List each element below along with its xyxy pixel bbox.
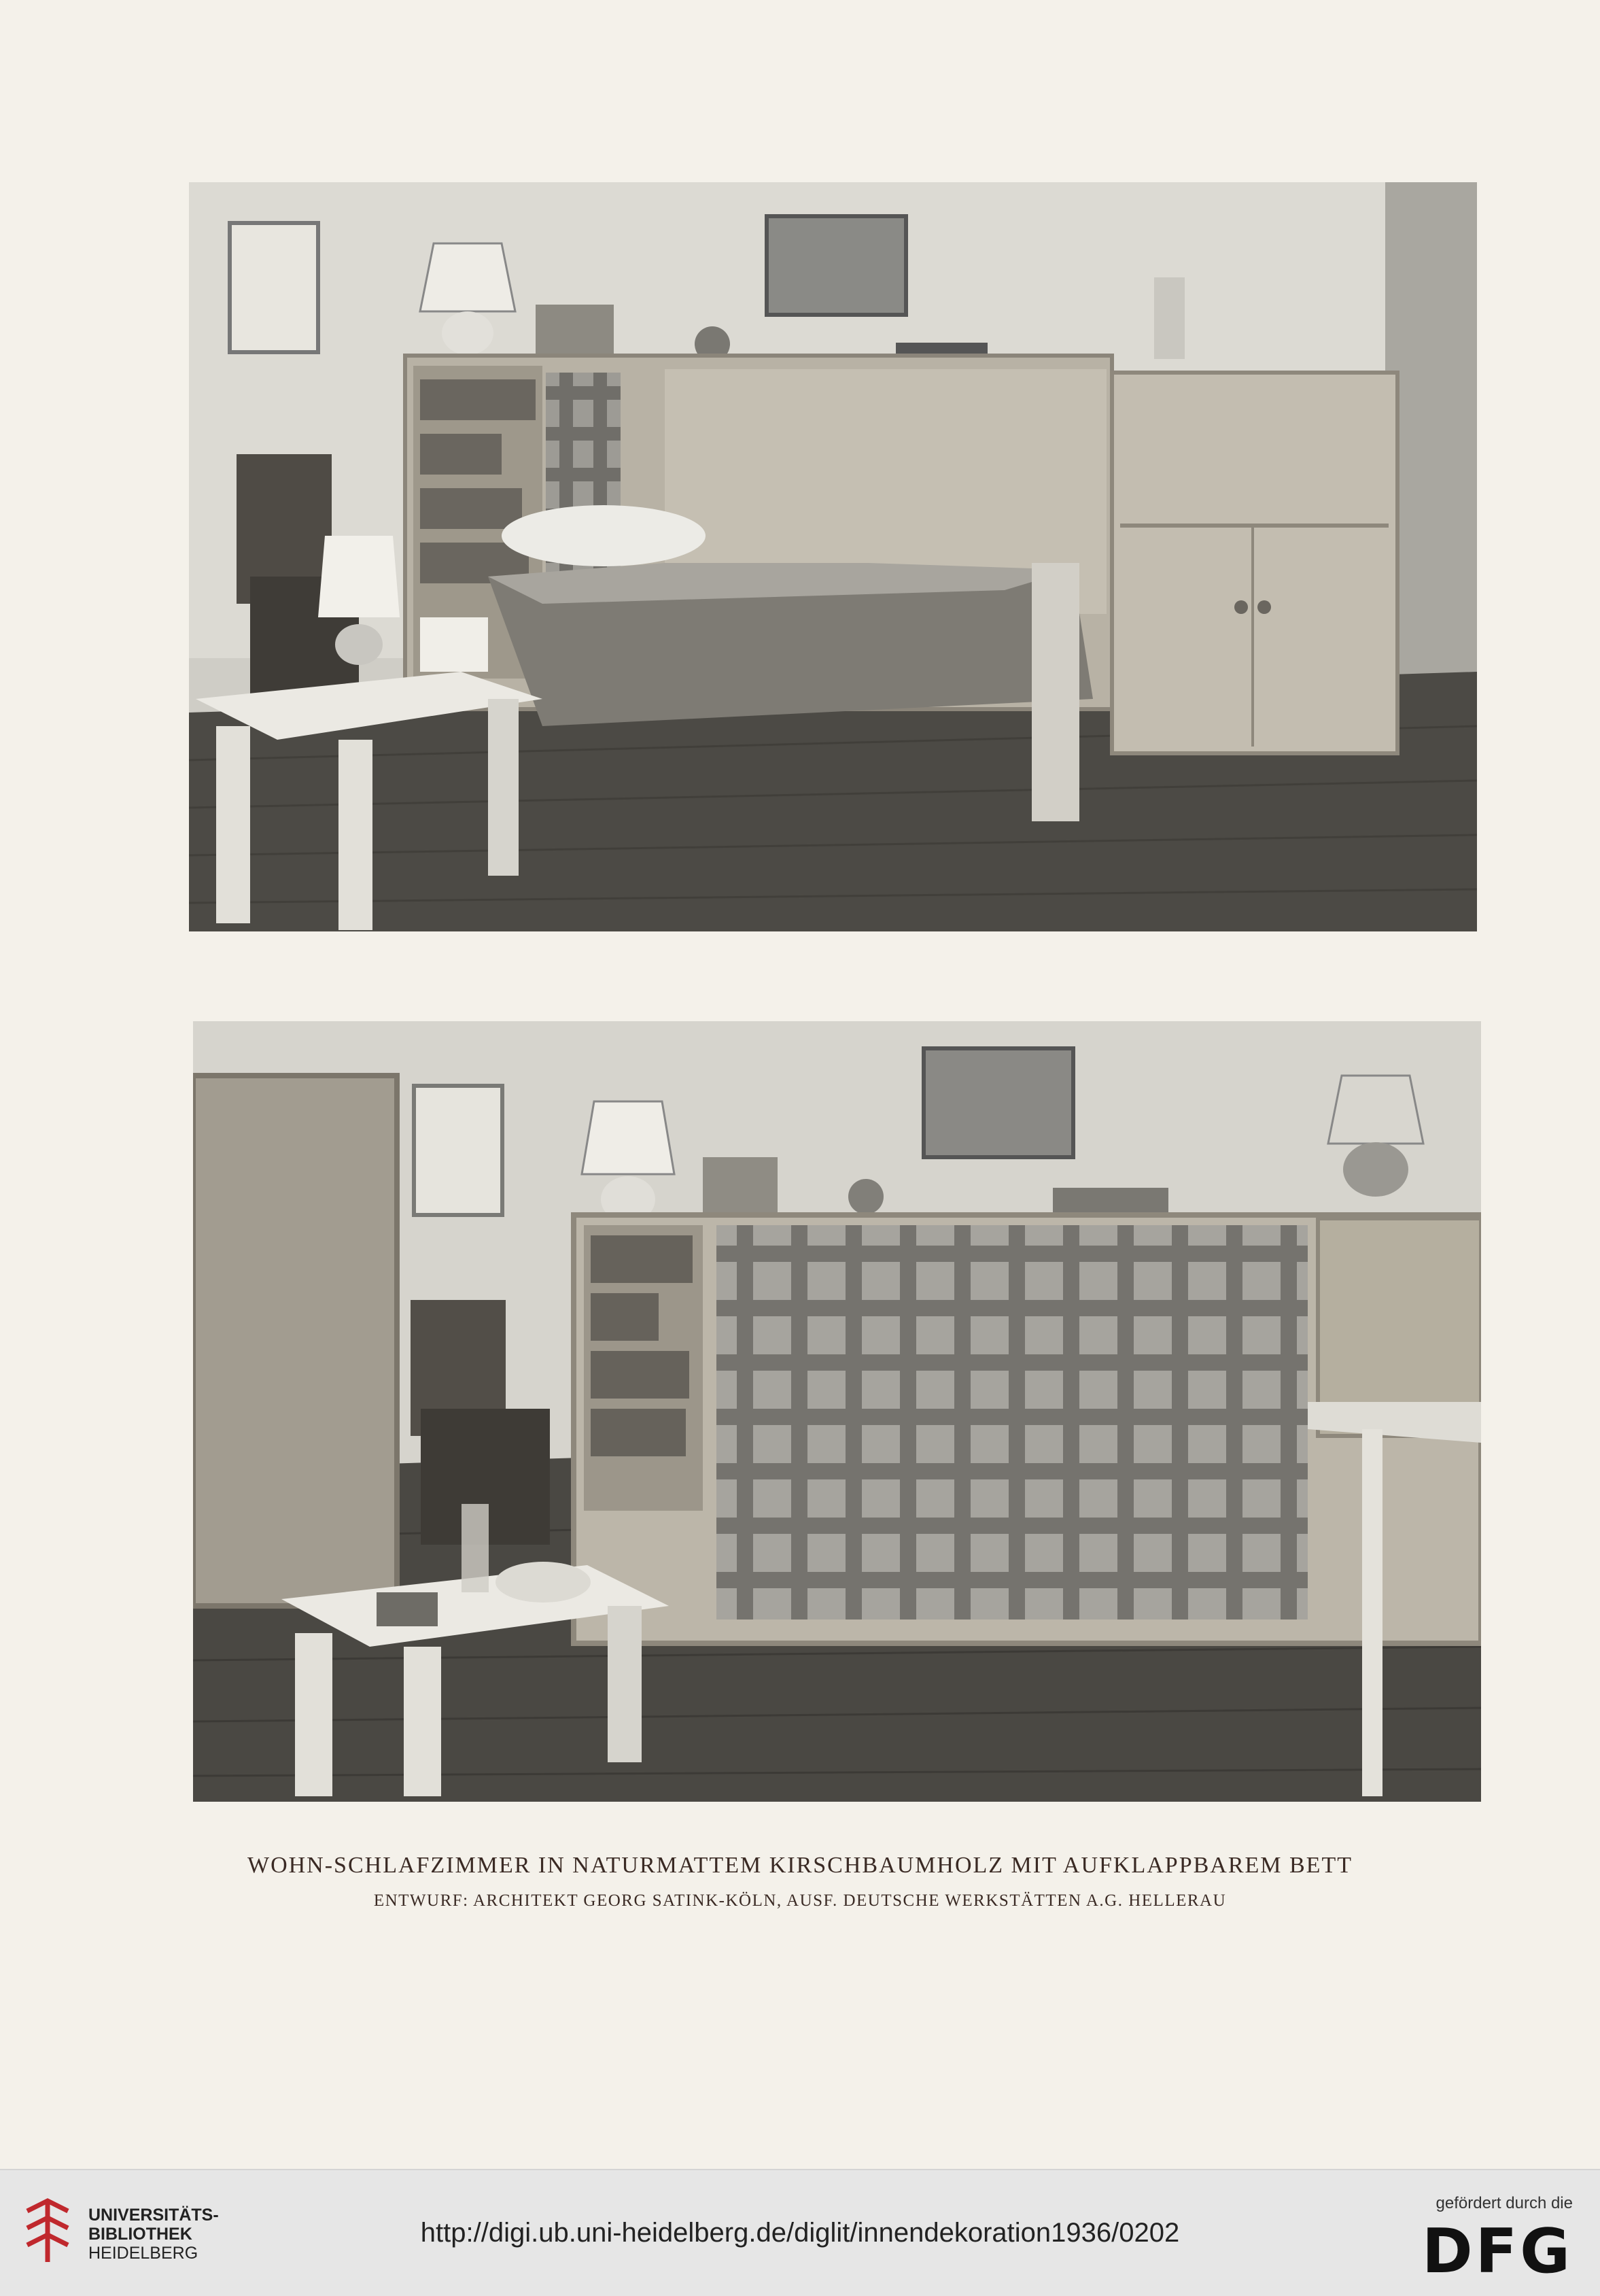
caption-credits: ENTWURF: ARCHITEKT GEORG SATINK-KÖLN, AUSF. DEUTSCHE WERKSTÄTTEN A.G. HELLERAU	[373, 1891, 1227, 1910]
photo-room-with-bed	[189, 182, 1477, 931]
caption-title: WOHN-SCHLAFZIMMER IN NATURMATTEM KIRSCHBAUMHOLZ MIT AUFKLAPPBAREM BETT	[247, 1853, 1353, 1878]
library-name-line3: HEIDELBERG	[88, 2244, 198, 2263]
dfg-logo: DFG	[1421, 2216, 1573, 2287]
library-name-line1: UNIVERSITÄTS-	[88, 2206, 219, 2225]
footer-bar	[0, 2169, 1600, 2296]
source-url-link[interactable]: http://digi.ub.uni-heidelberg.de/diglit/innendekoration1936/0202	[420, 2218, 1180, 2248]
photo-room-with-bed-illustration	[189, 182, 1477, 931]
photo-room-with-curtain	[193, 1021, 1481, 1802]
funded-by-text: gefördert durch die	[1436, 2194, 1573, 2212]
photo-room-with-curtain-illustration	[193, 1021, 1481, 1802]
library-name-line2: BIBLIOTHEK	[88, 2225, 192, 2244]
